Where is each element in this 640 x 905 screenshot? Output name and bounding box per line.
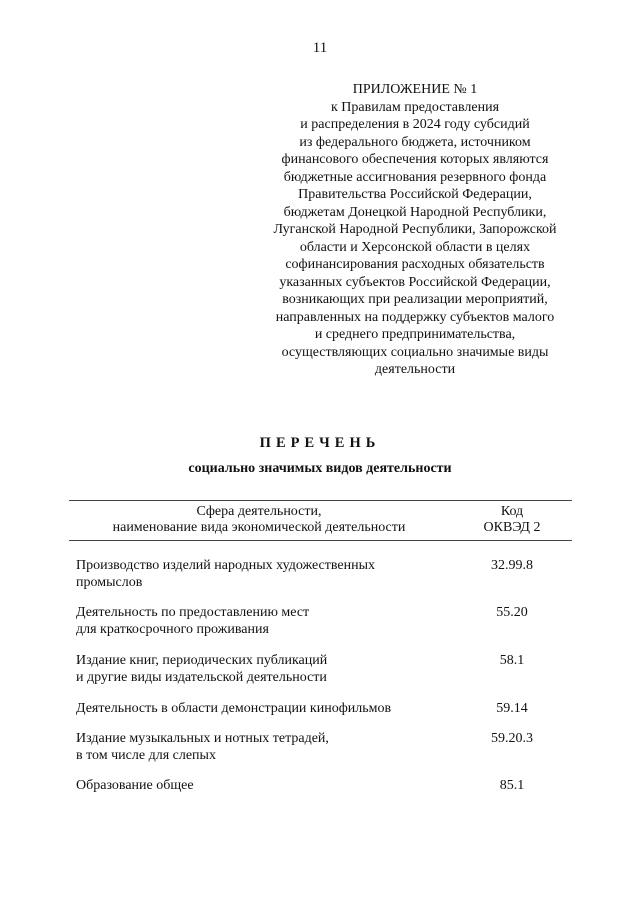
appendix-line: из федерального бюджета, источником [299,134,531,150]
appendix-line: возникающих при реализации мероприятий, [282,292,548,307]
okved-code: 58.1 [499,653,525,668]
activity-name-line: промыслов [76,575,143,590]
activity-name-line: Издание музыкальных и нотных тетрадей, [76,731,329,746]
activity-name-line: и другие виды издательской деятельности [76,670,327,685]
column-header-code-line: ОКВЭД 2 [483,520,541,535]
appendix-line: осуществляющих социально значимые виды [281,344,549,360]
activity-name-line: в том числе для слепых [76,748,216,763]
appendix-line: софинансирования расходных обязательств [285,257,545,272]
activity-name [76,730,446,764]
appendix-line: указанных субъектов Российской Федерации, [279,274,551,290]
okved-code: 59.14 [496,701,528,716]
activity-name-line: Деятельность в области демонстрации кинофильмов [76,701,392,716]
column-header-activity-line: наименование вида экономической деятельности [112,520,406,535]
appendix-heading [230,81,600,379]
activity-name-line: Образование общее [76,778,194,793]
appendix-line: Правительства Российской Федерации, [298,187,532,202]
activity-name-line: Деятельность по предоставлению мест [76,605,310,620]
okved-code: 32.99.8 [491,558,533,573]
appendix-line: деятельности [374,362,456,377]
appendix-line: области и Херсонской области в целях [299,239,531,255]
activity-name-line: Издание книг, периодических публикаций [76,653,328,668]
okved-code: 55.20 [496,605,528,620]
activity-name [76,652,446,686]
table-header-rule [69,540,572,541]
column-header-code-line: Код [500,504,524,519]
list-subtitle: социально значимых видов деятельности [188,461,452,476]
list-title: ПЕРЕЧЕНЬ [259,435,381,451]
appendix-line: Луганской Народной Республики, Запорожской [273,222,557,237]
activity-name [76,777,446,794]
appendix-line: к Правилам предоставления [330,99,500,115]
table-top-rule [69,500,572,501]
activity-name-line: для краткосрочного проживания [76,622,269,637]
activity-name-line: Производство изделий народных художественных [76,558,375,573]
page-number: 11 [312,40,328,56]
appendix-line: ПРИЛОЖЕНИЕ № 1 [352,82,478,97]
appendix-line: направленных на поддержку субъектов малого [275,309,555,325]
activity-name [76,604,446,638]
appendix-line: и распределения в 2024 году субсидий [300,117,530,132]
column-header-activity [69,504,449,536]
appendix-line: бюджетам Донецкой Народной Республики, [283,204,547,220]
activity-name [76,557,446,591]
appendix-line: бюджетные ассигнования резервного фонда [283,169,547,185]
activity-name [76,700,446,717]
appendix-line: и среднего предпринимательства, [314,327,516,342]
okved-code: 59.20.3 [491,731,533,746]
okved-code: 85.1 [499,778,525,793]
appendix-line: финансового обеспечения которых являются [281,152,549,167]
column-header-code [452,504,572,536]
column-header-activity-line: Сфера деятельности, [196,504,322,519]
